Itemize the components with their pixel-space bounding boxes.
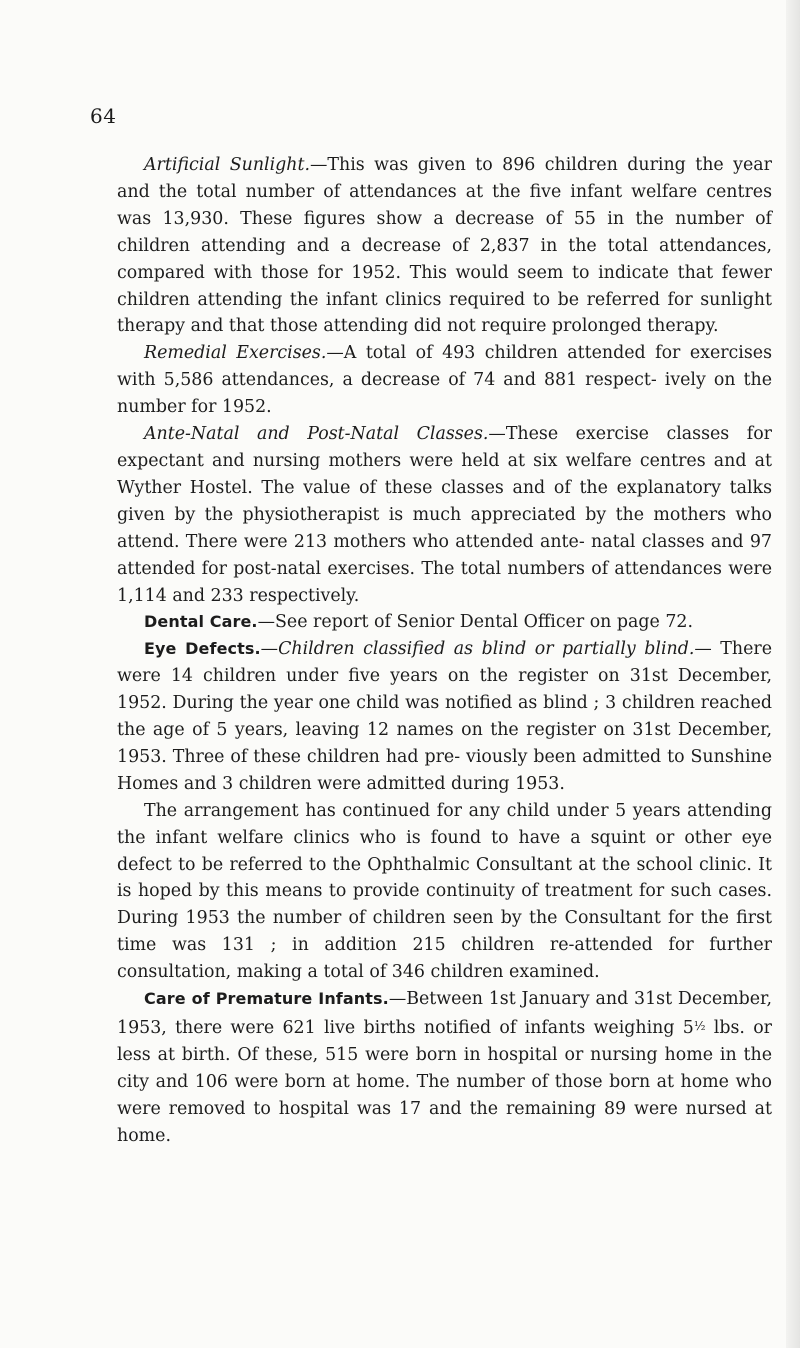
section-heading-artificial-sunlight: Artificial Sunlight. [144, 155, 310, 175]
page-edge-shadow [786, 0, 800, 1348]
dash: — [326, 343, 344, 364]
dash: — [388, 989, 407, 1010]
paragraph-artificial-sunlight [117, 152, 772, 340]
section-heading-eye-defects: Eye Defects. [144, 639, 261, 659]
subheading-blind-children: Children classified as blind or partially blind. [278, 639, 695, 660]
paragraph-dental-care [117, 609, 772, 636]
dash: — [694, 639, 712, 660]
paragraph-premature-infants [117, 986, 772, 1149]
dash: — [310, 155, 328, 175]
page-body [117, 152, 772, 1150]
paragraph-eye-defects [117, 636, 772, 797]
section-heading-ante-post-natal-classes: Ante-Natal and Post-Natal Classes. [144, 424, 489, 445]
fraction-half: ½ [693, 1019, 706, 1033]
paragraph-text: There were 14 children under five years on the register on 31st December, 1952. During the year one child was notified as blind ; 3 children reached the age of 5 years, leaving 12 names on the register on 31st December, 1953. Three of these children had pre- viously been admitted to Sunshine Homes and 3 children were admitted during 1953. [117, 639, 772, 794]
dash: — [260, 639, 279, 660]
paragraph-text: See report of Senior Dental Officer on page 72. [274, 612, 693, 633]
paragraph-text: These exercise classes for expectant and nursing mothers were held at six welfare centres and at Wyther Hostel. The value of these classes and of the explanatory talks given by the physiotherapist is much appreciated by the mothers who attend. There were 213 mothers who attended ante- natal classes and 97 attended for post-natal exercises. The total numbers of attendances were 1,114 and 233 respectively. [117, 424, 772, 606]
page-number: 64 [90, 104, 117, 128]
section-heading-remedial-exercises: Remedial Exercises. [144, 343, 327, 364]
paragraph-ophthalmic-referral [117, 798, 772, 986]
section-heading-dental-care: Dental Care. [144, 612, 258, 632]
paragraph-ante-post-natal-classes [117, 421, 772, 609]
dash: — [257, 612, 275, 633]
dash: — [488, 424, 506, 445]
paragraph-text: Between 1st January and 31st December, 1953, there were 621 live births notified of infants weighing 5 [117, 989, 772, 1038]
paragraph-remedial-exercises [117, 340, 772, 421]
paragraph-text: This was given to 896 children during the year and the total number of attendances at the five infant welfare centres was 13,930. These figures show a decrease of 55 in the number of children attending and a decrease of 2,837 in the total attendances, compared with those for 1952. This would seem to indicate that fewer children attending the infant clinics required to be referred for sunlight therapy and that those attending did not require prolonged therapy. [117, 155, 772, 337]
paragraph-text: lbs. or less at birth. Of these, 515 were born in hospital or nursing home in the city and 106 were born at home. The number of those born at home who were removed to hospital was 17 and the remaining 89 were nursed at home. [117, 1018, 772, 1146]
paragraph-text: The arrangement has continued for any child under 5 years attending the infant welfare clinics who is found to have a squint or other eye defect to be referred to the Ophthalmic Consultant at the school clinic. It is hoped by this means to provide continuity of treatment for such cases. During 1953 the number of children seen by the Consultant for the first time was 131 ; in addition 215 children re-attended for further consultation, making a total of 346 children examined. [117, 800, 772, 983]
section-heading-premature-infants: Care of Premature Infants. [144, 989, 389, 1009]
paragraph-text: A total of 493 children attended for exercises with 5,586 attendances, a decrease of 74 and 881 respect- ively on the number for 1952. [117, 343, 772, 418]
